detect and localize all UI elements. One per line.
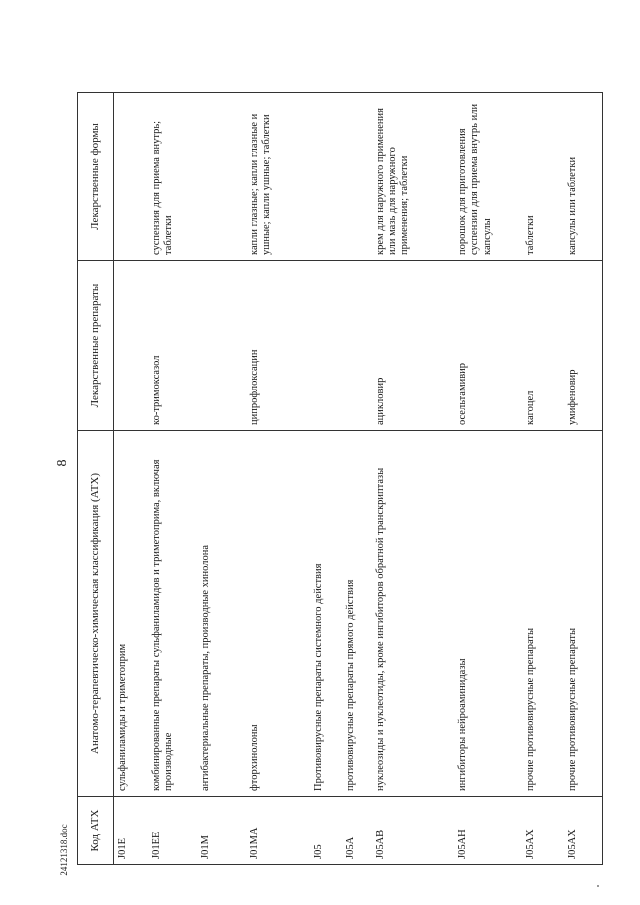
cell-atc: прочие противовирусные препараты	[522, 431, 563, 797]
table-row	[342, 93, 372, 865]
cell-form: таблетки	[522, 93, 563, 261]
cell-form	[342, 93, 372, 261]
cell-atc: фторхинолоны	[246, 431, 310, 797]
cell-atc: антибактериальные препараты, производные хинолона	[197, 431, 246, 797]
cell-code: J05AB	[372, 797, 454, 865]
table-body	[114, 93, 603, 865]
cell-atc: сульфаниламиды и триметоприм	[114, 431, 148, 797]
table-header-row	[78, 93, 114, 865]
cell-code: J05AH	[454, 797, 523, 865]
atc-drug-table	[77, 92, 603, 865]
cell-atc: Противовирусные препараты системного действия	[310, 431, 342, 797]
cell-code: J05AX	[522, 797, 563, 865]
table-row	[522, 93, 563, 865]
cell-code: J01E	[114, 797, 148, 865]
cell-drug: ципрофлоксацин	[246, 261, 310, 431]
cell-drug: ацикловир	[372, 261, 454, 431]
header-dosage-forms: Лекарственные формы	[78, 93, 114, 261]
cell-atc: комбинированные препараты сульфаниламидов и триметоприма, включая производные	[148, 431, 197, 797]
cell-atc: противовирусные препараты прямого действия	[342, 431, 372, 797]
cell-code: J05	[310, 797, 342, 865]
table-row	[372, 93, 454, 865]
cell-drug: ко-тримоксазол	[148, 261, 197, 431]
cell-drug	[310, 261, 342, 431]
cell-code: J01M	[197, 797, 246, 865]
page-number: 8	[55, 459, 70, 467]
rotated-table-frame	[77, 93, 603, 865]
cell-form	[114, 93, 148, 261]
drug-table-container	[77, 93, 603, 865]
cell-drug: умифеновир	[564, 261, 603, 431]
cell-atc: нуклеозиды и нуклеотиды, кроме ингибиторов обратной транскриптазы	[372, 431, 454, 797]
cell-form	[310, 93, 342, 261]
document-file-id: 24121318.doc	[59, 824, 69, 876]
table-row	[197, 93, 246, 865]
header-atc-code: Код АТХ	[78, 797, 114, 865]
table-row	[564, 93, 603, 865]
header-atc-classification: Анатомо-терапевтическо-химическая классификация (АТХ)	[78, 431, 114, 797]
cell-drug	[342, 261, 372, 431]
cell-code: J05AX	[564, 797, 603, 865]
table-row	[454, 93, 523, 865]
header-drugs: Лекарственные препараты	[78, 261, 114, 431]
cell-drug	[197, 261, 246, 431]
cell-atc: прочие противовирусные препараты	[564, 431, 603, 797]
table-row	[114, 93, 148, 865]
cell-drug	[114, 261, 148, 431]
cell-form: суспензия для приема внутрь; таблетки	[148, 93, 197, 261]
cell-code: J05A	[342, 797, 372, 865]
table-row	[310, 93, 342, 865]
cell-form: крем для наружного применения или мазь для наружного применения; таблетки	[372, 93, 454, 261]
cell-form	[197, 93, 246, 261]
table-row	[148, 93, 197, 865]
cell-drug: кагоцел	[522, 261, 563, 431]
cell-form: порошок для приготовления суспензии для приема внутрь или капсулы	[454, 93, 523, 261]
cell-drug: осельтамивир	[454, 261, 523, 431]
table-row	[246, 93, 310, 865]
cell-code: J01EE	[148, 797, 197, 865]
cell-atc: ингибиторы нейроаминидазы	[454, 431, 523, 797]
cell-form: капли глазные; капли глазные и ушные; капли ушные; таблетки	[246, 93, 310, 261]
scan-speck	[597, 885, 599, 887]
cell-code: J01MA	[246, 797, 310, 865]
cell-form: капсулы или таблетки	[564, 93, 603, 261]
